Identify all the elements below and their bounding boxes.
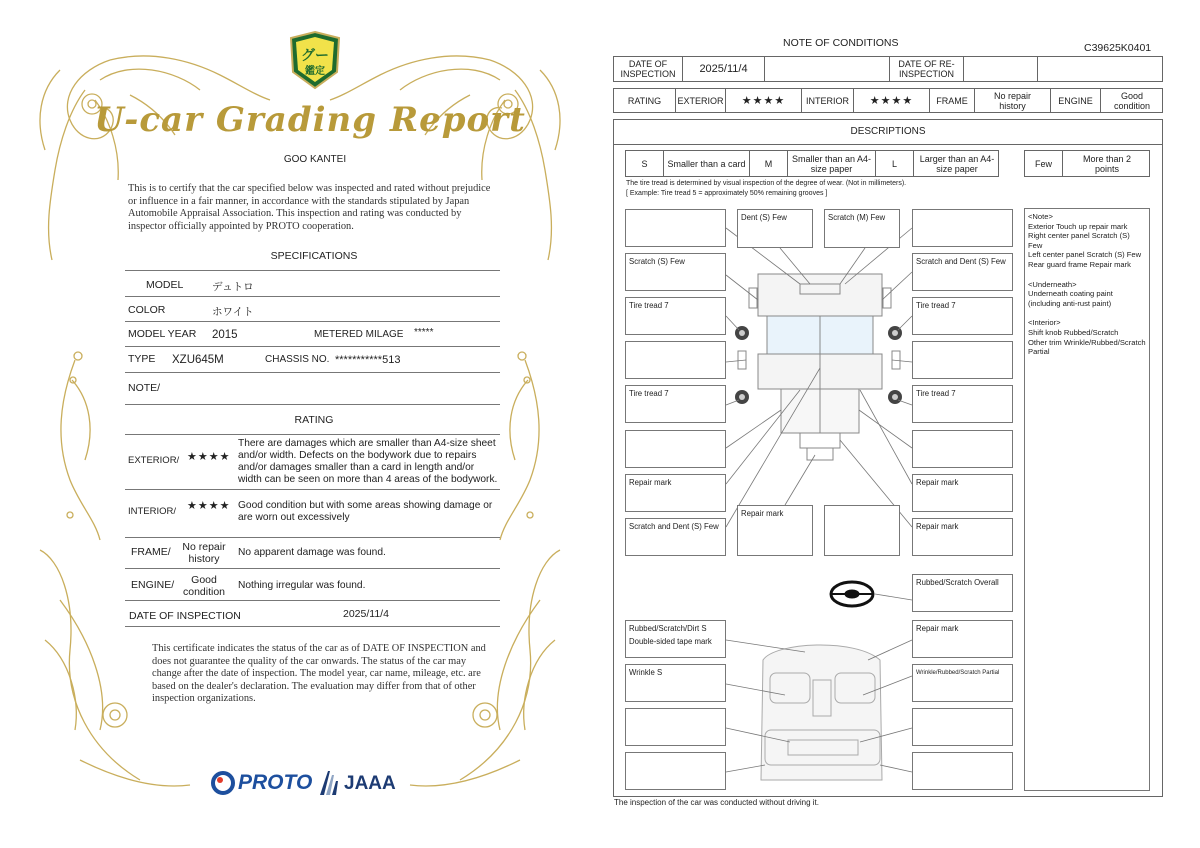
note-box xyxy=(912,385,1013,423)
report-subtitle: GOO KANTEI xyxy=(283,154,347,165)
note-label: Repair mark xyxy=(741,509,784,518)
note-box xyxy=(824,505,900,556)
color-label: COLOR xyxy=(128,304,166,316)
underneath-header: <Underneath> xyxy=(1028,279,1077,289)
date-of-inspection-value: 2025/11/4 xyxy=(683,57,765,81)
note-box xyxy=(625,620,726,658)
model-label: MODEL xyxy=(146,279,184,291)
note-label: Scratch (S) Few xyxy=(629,257,685,266)
legend-l-desc: Larger than an A4-size paper xyxy=(919,153,995,174)
interior-label: INTERIOR xyxy=(802,89,854,112)
note-label: Wrinkle S xyxy=(629,668,663,677)
exterior-description: There are damages which are smaller than A4-size sheet and/or width. Defects on the bodywork due to repairs and/or damages smaller than a card in length and/or width can be seen on more than 4 areas of the bodywork. xyxy=(238,438,498,485)
steering-wheel-icon xyxy=(831,582,873,606)
note-box xyxy=(625,664,726,702)
note-box xyxy=(737,505,813,556)
interior-header: <Interior> xyxy=(1028,318,1061,328)
date-of-inspection-label: DATE OF INSPECTION xyxy=(129,610,241,622)
note-label: Rubbed/Scratch/Dirt S xyxy=(629,624,707,633)
divider xyxy=(125,270,500,271)
note-label: Scratch (M) Few xyxy=(828,213,886,222)
divider xyxy=(125,626,500,627)
note-label: Repair mark xyxy=(916,478,959,487)
divider xyxy=(125,489,500,490)
note-label: Tire tread 7 xyxy=(629,389,669,398)
svg-text:グー: グー xyxy=(301,48,329,64)
color-value: ホワイト xyxy=(212,306,254,318)
model-year-value: 2015 xyxy=(212,329,238,341)
frame-description: No apparent damage was found. xyxy=(238,547,386,558)
note-box xyxy=(625,752,726,790)
note-item: Underneath coating paint (including anti-rust paint) xyxy=(1028,289,1113,308)
engine-label: ENGINE xyxy=(1051,89,1101,112)
chassis-value: ***********513 xyxy=(335,354,401,366)
note-label: Repair mark xyxy=(629,478,672,487)
divider xyxy=(125,568,500,569)
proto-logo-icon xyxy=(211,771,235,795)
engine-value: Good condition xyxy=(1113,90,1151,111)
goo-kantei-badge-icon xyxy=(287,30,343,90)
jaaa-logo: JAAA xyxy=(344,773,396,794)
frame-label: FRAME/ xyxy=(131,546,171,558)
divider xyxy=(125,321,500,322)
divider xyxy=(125,537,500,538)
note-box xyxy=(737,209,813,248)
descriptions-title: DESCRIPTIONS xyxy=(850,126,926,137)
note-box xyxy=(824,209,900,248)
divider xyxy=(125,296,500,297)
divider xyxy=(125,600,500,601)
exterior-stars: ★★★★ xyxy=(726,89,802,112)
note-label: Repair mark xyxy=(916,624,959,633)
note-box xyxy=(625,474,726,512)
frame-label: FRAME xyxy=(930,89,975,112)
note-label: Rubbed/Scratch Overall xyxy=(916,578,999,587)
note-box xyxy=(912,430,1013,468)
type-value: XZU645M xyxy=(172,354,224,366)
certificate-disclaimer: This certificate indicates the status of the car as of DATE OF INSPECTION and does not guarantee the quality of the car onwards. The status of the car may change after the date of inspection. The model year, car name, mileage, etc. are based on the dealer's declaration. The evaluation may differ from that of other inspection organizations. xyxy=(152,643,486,704)
model-value: デュトロ xyxy=(212,281,254,293)
note-label: Tire tread 7 xyxy=(916,301,956,310)
note-box xyxy=(625,430,726,468)
note-box xyxy=(912,620,1013,658)
divider xyxy=(125,372,500,373)
date-of-inspection-label: DATE OF INSPECTION xyxy=(614,57,683,81)
note-box xyxy=(625,518,726,556)
divider xyxy=(125,434,500,435)
engine-value: Good condition xyxy=(182,574,226,598)
exterior-label: EXTERIOR xyxy=(676,89,726,112)
divider xyxy=(125,404,500,405)
divider xyxy=(125,346,500,347)
note-box xyxy=(625,253,726,291)
note-box xyxy=(625,385,726,423)
note-box xyxy=(912,209,1013,247)
legend-few-code: Few xyxy=(1025,151,1063,176)
frame-value: No repair history xyxy=(182,541,226,565)
note-box xyxy=(912,708,1013,746)
note-of-conditions xyxy=(600,0,1200,848)
note-item: Exterior Touch up repair mark xyxy=(1028,221,1128,231)
note-label: Scratch and Dent (S) Few xyxy=(629,522,719,531)
note-label: Dent (S) Few xyxy=(741,213,787,222)
note-box xyxy=(912,474,1013,512)
note-box xyxy=(625,708,726,746)
date-of-inspection-value: 2025/11/4 xyxy=(343,608,389,620)
note-label: Tire tread 7 xyxy=(629,301,669,310)
legend-s-code: S xyxy=(626,151,664,176)
note-item: Right center panel Scratch (S) Few xyxy=(1028,231,1130,250)
engine-label: ENGINE/ xyxy=(131,579,175,591)
legend-m-code: M xyxy=(750,151,788,176)
note-box xyxy=(625,341,726,379)
type-label: TYPE xyxy=(128,353,156,365)
legend-m-desc: Smaller than an A4-size paper xyxy=(788,151,876,176)
svg-text:鑑定: 鑑定 xyxy=(305,66,325,77)
specifications-title: SPECIFICATIONS xyxy=(270,250,358,262)
note-box xyxy=(912,574,1013,612)
noc-title: NOTE OF CONDITIONS xyxy=(783,37,899,49)
note-box xyxy=(912,518,1013,556)
note-item: Shift knob Rubbed/Scratch xyxy=(1028,327,1119,337)
note-box xyxy=(912,752,1013,790)
metered-milage-label: METERED MILAGE xyxy=(314,329,404,340)
inspection-footer: The inspection of the car was conducted without driving it. xyxy=(614,798,819,807)
legend-s-desc: Smaller than a card xyxy=(664,151,750,176)
note-label: Double-sided tape mark xyxy=(629,637,712,646)
tire-example: [ Example: Tire tread 5 = approximately 50% remaining grooves ] xyxy=(626,190,828,197)
note-label: Wrinkle/Rubbed/Scratch Partial xyxy=(916,670,1000,676)
frame-value: No repair history xyxy=(975,89,1051,112)
note-label: Repair mark xyxy=(916,522,959,531)
note-item: Other trim Wrinkle/Rubbed/Scratch Partial xyxy=(1028,337,1146,357)
exterior-label: EXTERIOR/ xyxy=(128,455,180,466)
notes-panel xyxy=(1024,208,1150,791)
model-year-label: MODEL YEAR xyxy=(128,328,197,340)
report-title: U-car Grading Report xyxy=(94,100,526,140)
interior-stars: ★★★★ xyxy=(854,89,930,112)
note-box xyxy=(625,209,726,247)
note-item: Rear guard frame Repair mark xyxy=(1028,259,1131,269)
note-label: NOTE/ xyxy=(128,382,161,394)
interior-description: Good condition but with some areas showing damage or are worn out excessively xyxy=(238,500,493,523)
notes-header: <Note> xyxy=(1028,212,1053,221)
note-box xyxy=(912,341,1013,379)
note-box xyxy=(912,664,1013,702)
certification-statement: This is to certify that the car specified below was inspected and rated without prejudice or influence in a fair manner, in accordance with the standards stipulated by Japan Automobile Appraisal Association. This inspection and rating was conducted by inspector officially appointed by PROTO cooperation. xyxy=(128,183,491,232)
rating-title: RATING xyxy=(294,414,334,426)
note-box xyxy=(625,297,726,335)
note-label: Scratch and Dent (S) Few xyxy=(916,257,1006,266)
legend-few-desc: More than 2 points xyxy=(1082,153,1132,174)
re-inspection-label: DATE OF RE-INSPECTION xyxy=(890,57,964,81)
tire-note: The tire tread is determined by visual inspection of the degree of wear. (Not in millimeters). xyxy=(626,180,907,187)
exterior-stars: ★★★★ xyxy=(187,450,231,463)
interior-label: INTERIOR/ xyxy=(128,506,177,517)
legend-l-code: L xyxy=(876,151,914,176)
noc-code: C39625K0401 xyxy=(1084,42,1152,54)
note-label: Tire tread 7 xyxy=(916,389,956,398)
note-box xyxy=(912,253,1013,291)
note-box xyxy=(912,297,1013,335)
chassis-label: CHASSIS NO. xyxy=(265,354,330,365)
engine-description: Nothing irregular was found. xyxy=(238,580,366,591)
note-item: Left center panel Scratch (S) Few xyxy=(1028,250,1142,260)
rating-label: RATING xyxy=(614,89,676,112)
proto-logo: PROTO xyxy=(238,771,313,794)
interior-stars: ★★★★ xyxy=(187,499,231,512)
metered-milage-value: ***** xyxy=(414,327,434,338)
jaaa-logo-icon xyxy=(318,769,340,797)
